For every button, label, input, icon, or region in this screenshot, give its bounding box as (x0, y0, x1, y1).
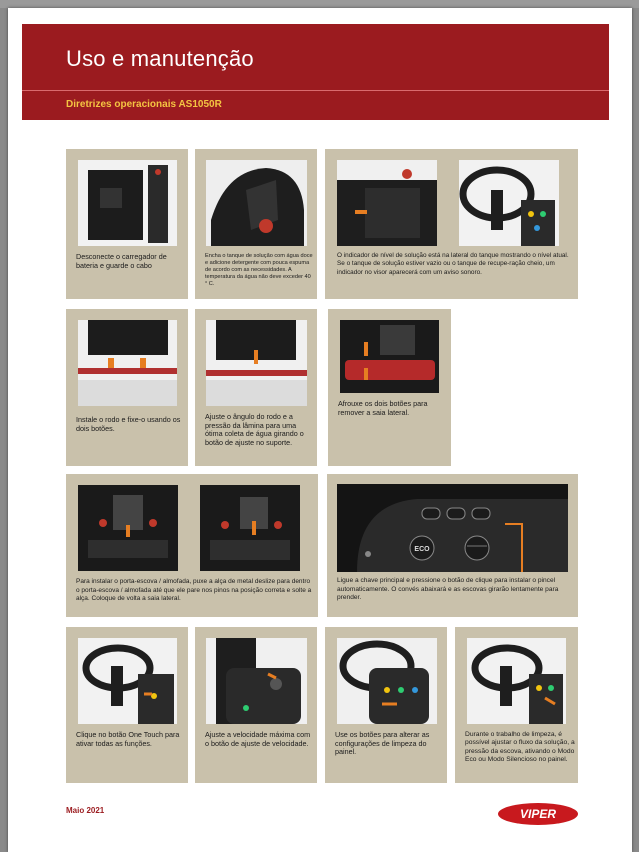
step-caption-5: Ajuste o ângulo do rodo e a pressão da lâmina para uma ótima coleta de água girando o botão de ajuste no suporte. (205, 412, 304, 447)
step-panel-2 (195, 149, 317, 299)
step-photo-eco-mode (467, 638, 566, 724)
step-panel-3 (325, 149, 578, 299)
viewer-top-bar (0, 0, 639, 8)
page-subtitle: Diretrizes operacionais AS1050R (66, 99, 222, 110)
step-caption-9: Clique no botão One Touch para ativar todas as funções. (76, 730, 180, 748)
step-photo-panel-buttons (337, 638, 437, 724)
step-caption-10: Ajuste a velocidade máxima com o botão de ajuste de velocidade. (205, 730, 311, 748)
step-photo-squeegee-angle (206, 320, 307, 406)
step-photo-brush-holder-2 (200, 485, 300, 571)
step-photo-charger (78, 160, 177, 246)
step-photo-side-skirt (340, 320, 439, 393)
step-photo-level-indicator (337, 160, 437, 246)
step-caption-11: Use os botões para alterar as configurações de limpeza do painel. (335, 730, 430, 756)
step-caption-4: Instale o rodo e fixe-o usando os dois botões. (76, 415, 181, 433)
step-photo-tank (206, 160, 307, 246)
step-caption-3: O indicador de nível de solução está na lateral do tanque mostrando o nível atual. Se o tanque de solução estiver vazio ou o tanque de recupe-ração cheio, um indicador no visor aparecerá com um aviso sonoro. (337, 252, 569, 276)
step-panel-5 (195, 309, 317, 466)
step-caption-7: Para instalar o porta-escova / almofada, puxe a alça de metal deslize para dentro o porta-escova / almofada até que ele pare nos pinos na posição correta e solte a alça. Coloque de volta a saia lateral. (76, 578, 312, 603)
step-panel-9 (66, 627, 188, 783)
step-caption-8: Ligue a chave principal e pressione o botão de clique para instalar o pincel automaticamente. O convés abaixará e as escovas girarão lentamente para prender. (337, 577, 559, 602)
step-photo-one-touch (78, 638, 177, 724)
header-divider (22, 90, 609, 91)
step-panel-12 (455, 627, 578, 783)
step-photo-speed-knob (206, 638, 307, 724)
step-caption-2: Encha o tanque de solução com água doce e adicione detergente com pouca espuma de acordo com as necessidades. A temperatura da água não deve exceder 40 ° C. (205, 253, 313, 287)
step-photo-steering-panel (459, 160, 559, 246)
step-photo-control-panel (337, 484, 568, 572)
step-caption-1: Desconecte o carregador de bateria e guarde o cabo (76, 252, 167, 270)
viper-logo-text: VIPER (519, 807, 557, 821)
step-caption-12: Durante o trabalho de limpeza, é possível ajustar o fluxo da solução, a pressão da escova, ativando o Modo Eco ou Modo Silencioso no painel. (465, 731, 575, 764)
step-panel-7 (66, 474, 318, 617)
step-caption-6: Afrouxe os dois botões para remover a saia lateral. (338, 399, 428, 417)
footer-date: Maio 2021 (66, 806, 105, 815)
step-panel-4 (66, 309, 188, 466)
step-photo-squeegee-install (78, 320, 177, 406)
step-panel-11 (325, 627, 447, 783)
step-panel-6 (328, 309, 451, 466)
eco-button-label: ECO (414, 546, 430, 553)
header-banner (22, 24, 609, 120)
step-panel-8 (327, 474, 578, 617)
step-panel-10 (195, 627, 317, 783)
viper-logo (496, 800, 580, 831)
step-photo-brush-holder-1 (78, 485, 178, 571)
page-title: Uso e manutenção (66, 46, 254, 71)
step-panel-1 (66, 149, 188, 299)
